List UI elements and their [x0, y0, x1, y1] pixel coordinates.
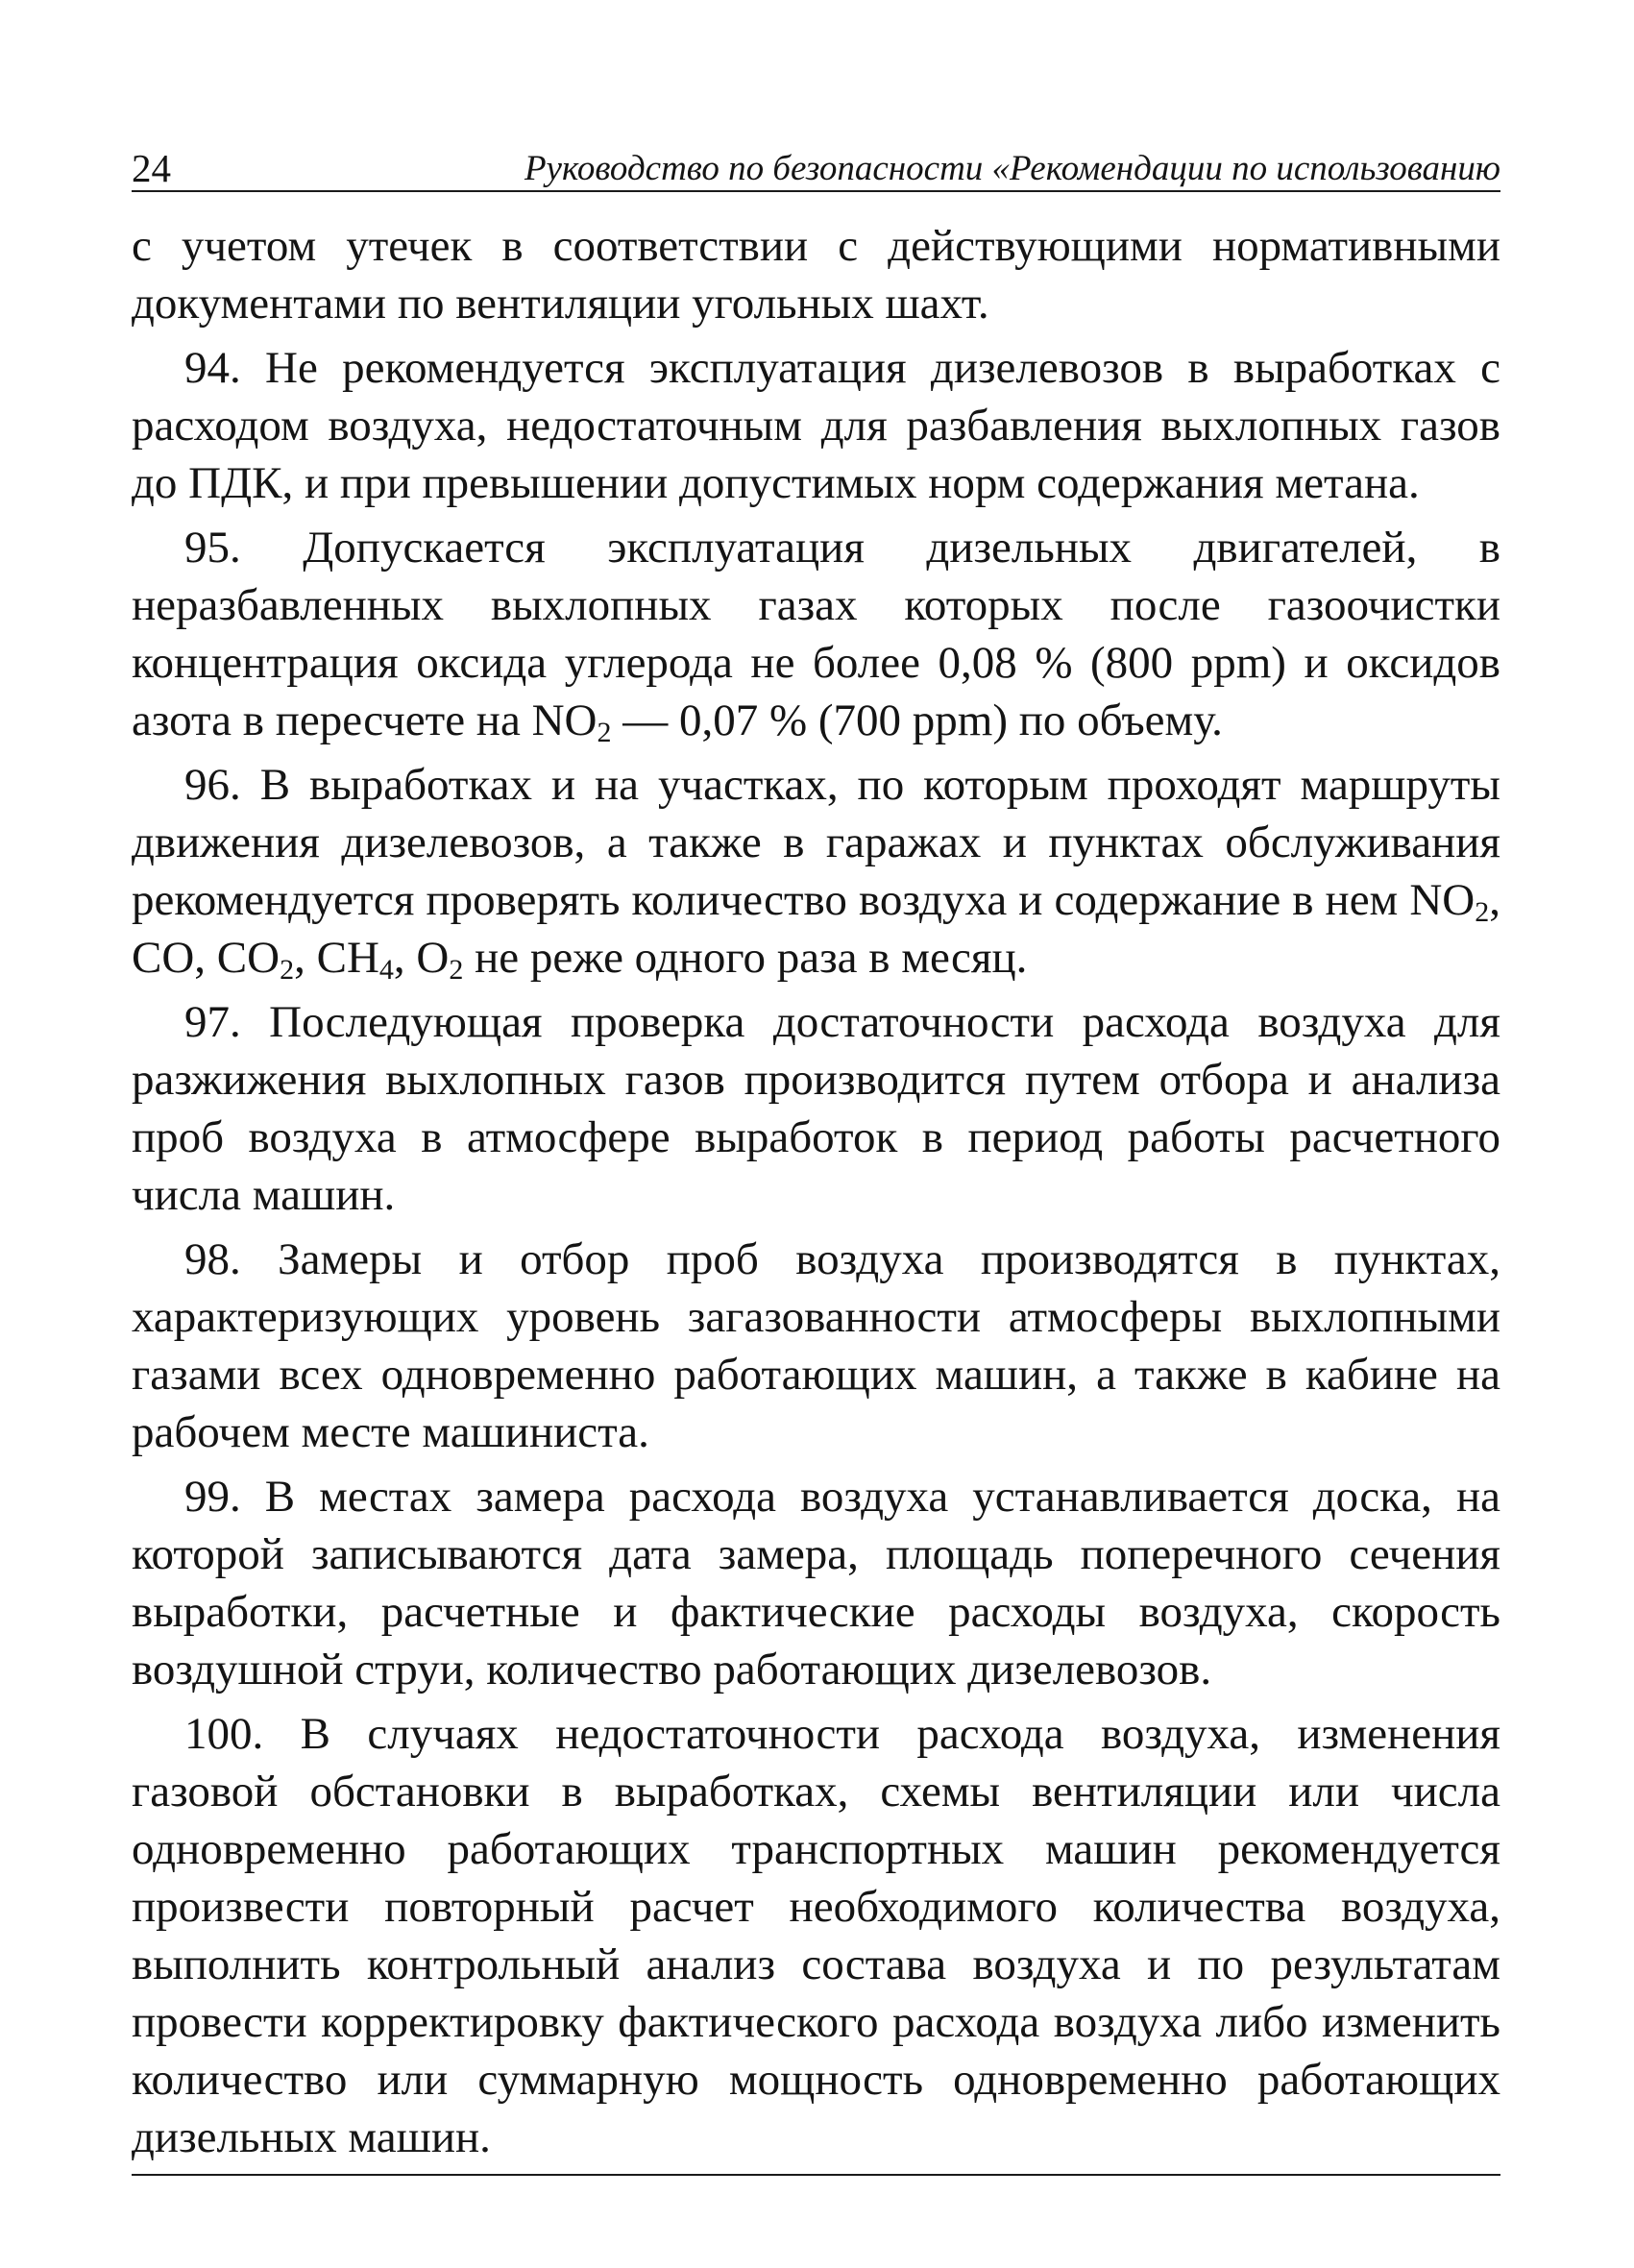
paragraph-96-text-d: , O — [393, 933, 450, 983]
paragraph-95-text-b: — 0,07 % (700 ppm) по объему. — [611, 695, 1223, 745]
paragraph-98: 98. Замеры и отбор проб воздуха производятся в пунктах, характеризующих уровень загазованности атмосферы выхлопными газами всех одновременно работающих машин, а также в кабине на рабочем месте машиниста. — [132, 1234, 1500, 1457]
paragraph-95-subscript-a: 2 — [597, 717, 612, 748]
paragraph-96-text-a: 96. В выработках и на участках, по которым проходят маршруты движения дизелевозов, а также в гаражах и пунктах обслуживания рекомендуется проверять количество воздуха и содержание в нем NO — [132, 760, 1500, 925]
paragraph-96-subscript-c: 4 — [378, 954, 394, 986]
paragraph-96-subscript-d: 2 — [449, 954, 464, 986]
page-number: 24 — [132, 146, 171, 190]
paragraph-96-text-b: , CO, CO — [132, 875, 1500, 983]
paragraph-continuation: с учетом утечек в соответствии с действующими нормативными документами по вентиляции угольных шахт. — [132, 221, 1500, 329]
paragraph-94: 94. Не рекомендуется эксплуатация дизелевозов в выработках с расходом воздуха, недостаточным для разбавления выхлопных газов до ПДК, и при превышении допустимых норм содержания метана. — [132, 343, 1500, 508]
paragraph-95 — [132, 519, 1500, 749]
paragraph-97: 97. Последующая проверка достаточности расхода воздуха для разжижения выхлопных газов производится путем отбора и анализа проб воздуха в атмосфере выработок в период работы расчетного числа машин. — [132, 997, 1500, 1220]
footer-rule — [132, 2174, 1500, 2176]
paragraph-99: 99. В местах замера расхода воздуха устанавливается доска, на которой записываются дата замера, площадь поперечного сечения выработки, расчетные и фактические расходы воздуха, скорость воздушной струи, количество работающих дизелевозов. — [132, 1472, 1500, 1695]
body-text — [132, 217, 1500, 2173]
running-title: Руководство по безопасности «Рекомендации по использованию — [524, 149, 1500, 188]
page-header — [132, 136, 1500, 192]
paragraph-96-subscript-b: 2 — [280, 954, 295, 986]
paragraph-96-text-e: не реже одного раза в месяц. — [463, 933, 1028, 983]
paragraph-100: 100. В случаях недостаточности расхода воздуха, изменения газовой обстановки в выработках, схемы вентиляции или числа одновременно работающих транспортных машин рекомендуется произвести повторный расчет необходимого количества воздуха, выполнить контрольный анализ состава воздуха и по результатам провести корректировку фактического расхода воздуха либо изменить количество или суммарную мощность одновременно работающих дизельных машин. — [132, 1709, 1500, 2162]
paragraph-96-subscript-a: 2 — [1475, 896, 1490, 928]
paragraph-95-text-a: 95. Допускается эксплуатация дизельных двигателей, в неразбавленных выхлопных газах которых после газоочистки концентрация оксида углерода не более 0,08 % (800 ppm) и оксидов азота в пересчете на NO — [132, 523, 1500, 745]
paragraph-96 — [132, 756, 1500, 987]
paragraph-96-text-c: , CH — [294, 933, 379, 983]
